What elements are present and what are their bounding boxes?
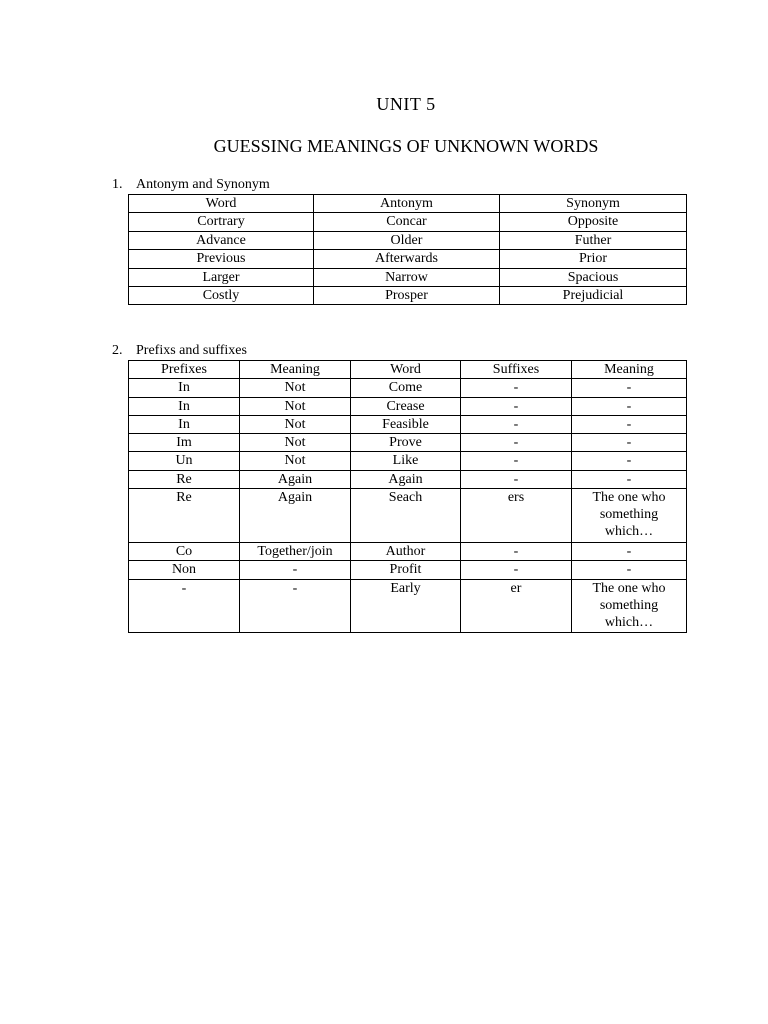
section-2-heading (112, 343, 247, 359)
table-cell: Im (129, 434, 240, 452)
header-cell: Synonym (500, 195, 687, 213)
table-cell: Opposite (500, 213, 687, 231)
table-cell: Come (351, 379, 461, 397)
table-cell: Not (240, 434, 351, 452)
table-cell: - (572, 415, 687, 433)
table-row (129, 470, 687, 488)
header-cell: Word (129, 195, 314, 213)
table-cell: Narrow (314, 268, 500, 286)
table-row (129, 561, 687, 579)
table-cell: Re (129, 470, 240, 488)
header-cell: Meaning (572, 361, 687, 379)
table-cell: - (461, 543, 572, 561)
table-row (129, 415, 687, 433)
table-row (129, 250, 687, 268)
table-cell: Again (351, 470, 461, 488)
table-cell: Again (240, 470, 351, 488)
table-row (129, 286, 687, 304)
header-cell: Word (351, 361, 461, 379)
table-cell: Profit (351, 561, 461, 579)
table-cell: ers (461, 489, 572, 543)
table-cell: - (461, 379, 572, 397)
table-row (129, 434, 687, 452)
table-cell: - (572, 470, 687, 488)
table-row (129, 379, 687, 397)
table-cell: Prior (500, 250, 687, 268)
table-cell: - (240, 561, 351, 579)
table-cell: In (129, 397, 240, 415)
table-cell: Cortrary (129, 213, 314, 231)
table-cell: Prosper (314, 286, 500, 304)
table-cell: Larger (129, 268, 314, 286)
table-cell: - (572, 452, 687, 470)
table-cell: Feasible (351, 415, 461, 433)
table-row (129, 213, 687, 231)
table-cell: Non (129, 561, 240, 579)
table-cell: - (129, 579, 240, 632)
table-row (129, 231, 687, 249)
table-cell: Costly (129, 286, 314, 304)
table-cell: Seach (351, 489, 461, 543)
table-cell: Prove (351, 434, 461, 452)
header-cell: Prefixes (129, 361, 240, 379)
section-1-heading-text: Antonym and Synonym (136, 177, 270, 192)
table-row (129, 452, 687, 470)
table-header-row (129, 195, 687, 213)
table-cell: Older (314, 231, 500, 249)
table-cell: Not (240, 379, 351, 397)
table-cell: - (572, 379, 687, 397)
table-row (129, 543, 687, 561)
table-cell: - (461, 452, 572, 470)
table-cell: Co (129, 543, 240, 561)
table-cell: - (572, 543, 687, 561)
table-cell: er (461, 579, 572, 632)
table-cell: Un (129, 452, 240, 470)
table-cell: Spacious (500, 268, 687, 286)
table-cell: In (129, 415, 240, 433)
table-cell: The one who something which… (572, 579, 687, 632)
table-cell: - (572, 397, 687, 415)
section-2-heading-text: Prefixs and suffixes (136, 343, 247, 358)
table-cell: Not (240, 397, 351, 415)
table-cell: Author (351, 543, 461, 561)
document-title: GUESSING MEANINGS OF UNKNOWN WORDS (213, 136, 599, 156)
antonym-synonym-table (128, 194, 687, 305)
table-row (129, 579, 687, 632)
table-header-row (129, 361, 687, 379)
section-1-heading (112, 177, 270, 193)
header-cell: Suffixes (461, 361, 572, 379)
section-2-number: 2. (112, 343, 123, 358)
table-cell: Afterwards (314, 250, 500, 268)
table-cell: Futher (500, 231, 687, 249)
table-row (129, 397, 687, 415)
section-1-number: 1. (112, 177, 123, 192)
table-cell: Crease (351, 397, 461, 415)
prefixes-suffixes-table (128, 360, 687, 633)
table-cell: - (461, 434, 572, 452)
table-cell: Re (129, 489, 240, 543)
header-cell: Meaning (240, 361, 351, 379)
table-cell: Like (351, 452, 461, 470)
header-cell: Antonym (314, 195, 500, 213)
table-cell: Concar (314, 213, 500, 231)
table-cell: Prejudicial (500, 286, 687, 304)
table-cell: - (572, 561, 687, 579)
table-cell: - (240, 579, 351, 632)
table-cell: The one who something which… (572, 489, 687, 543)
table-cell: - (461, 397, 572, 415)
table-cell: Not (240, 415, 351, 433)
table-cell: - (572, 434, 687, 452)
table-row (129, 268, 687, 286)
table-cell: Advance (129, 231, 314, 249)
table-cell: Together/join (240, 543, 351, 561)
table-cell: Not (240, 452, 351, 470)
table-cell: In (129, 379, 240, 397)
table-cell: - (461, 561, 572, 579)
table-cell: - (461, 470, 572, 488)
unit-title: UNIT 5 (376, 94, 436, 114)
table-cell: Previous (129, 250, 314, 268)
table-row (129, 489, 687, 543)
table-cell: Again (240, 489, 351, 543)
table-cell: Early (351, 579, 461, 632)
table-cell: - (461, 415, 572, 433)
